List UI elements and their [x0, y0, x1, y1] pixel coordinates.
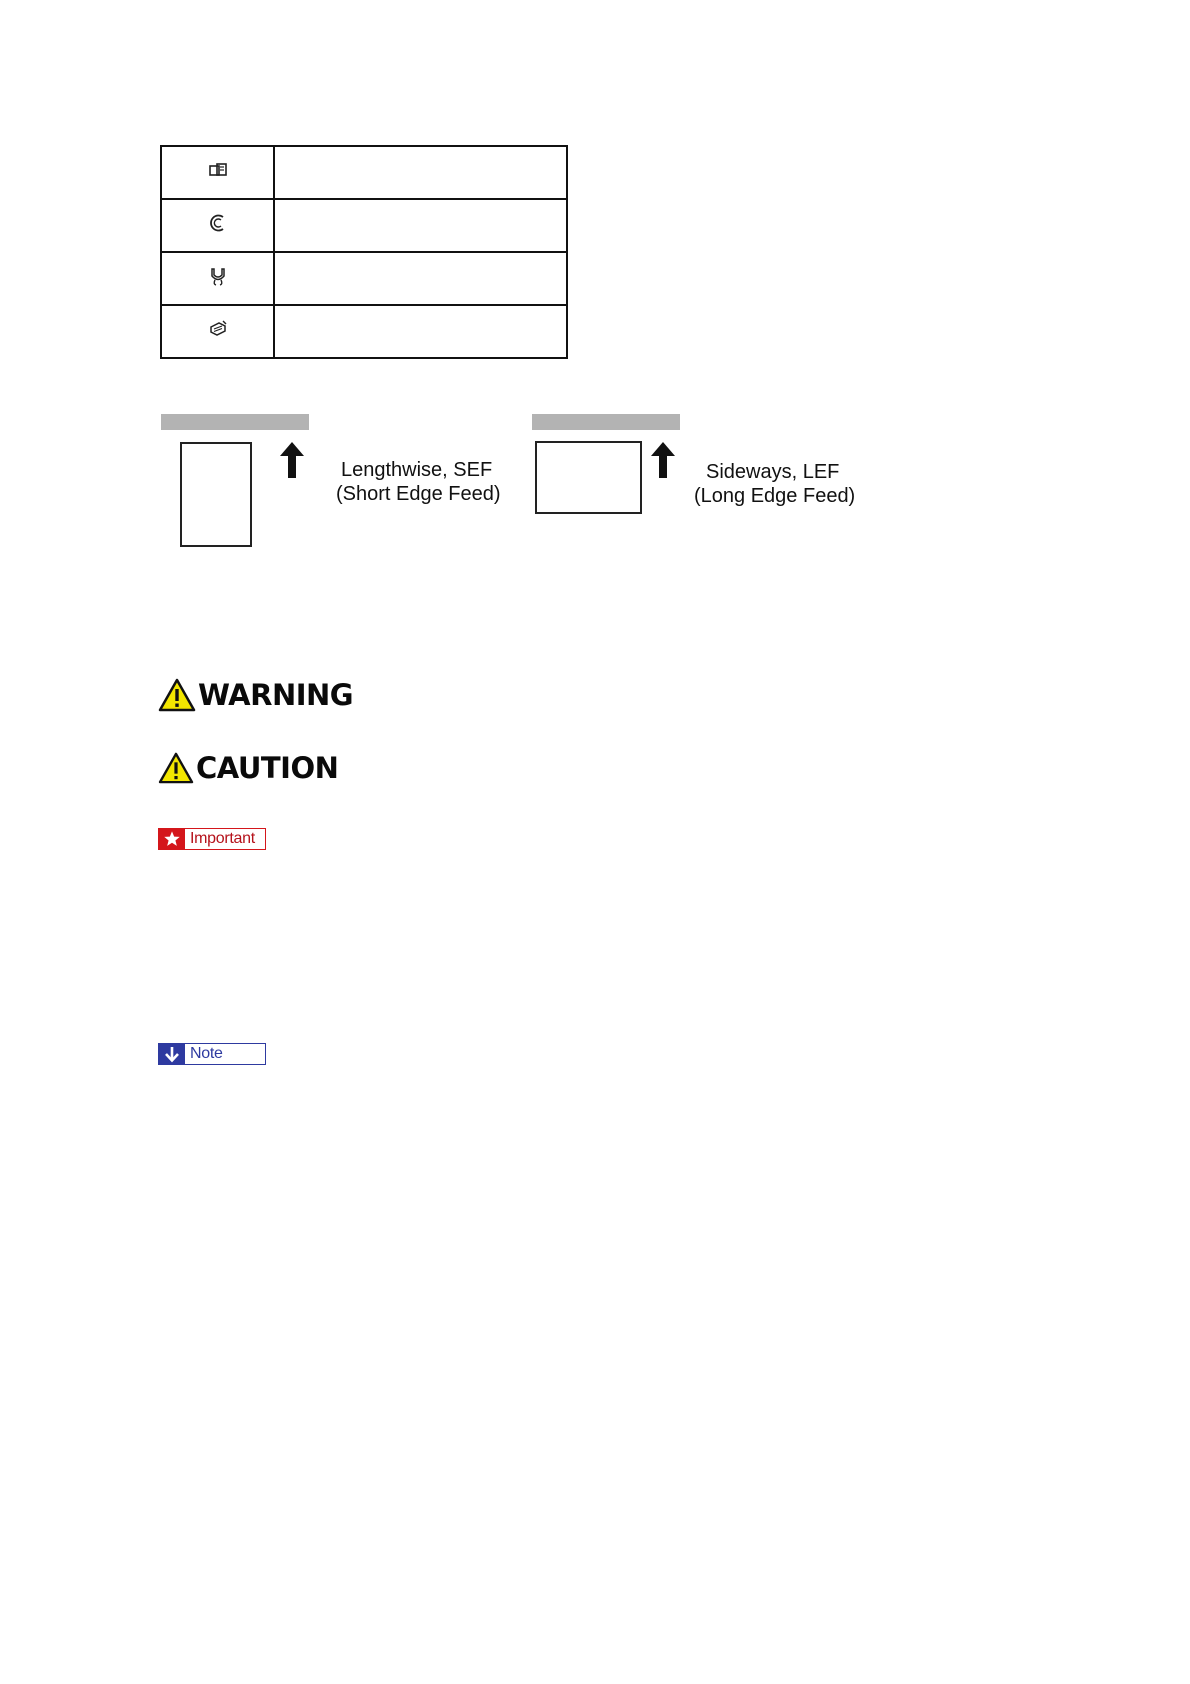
sef-sublabel: (Short Edge Feed)	[336, 483, 501, 505]
note-badge	[158, 1043, 266, 1065]
symbol-description	[274, 199, 567, 252]
paper-portrait	[180, 442, 252, 547]
symbol-cell	[161, 252, 274, 305]
feed-direction-arrow-icon	[280, 442, 304, 478]
symbol-cell	[161, 305, 274, 358]
lef-label: Sideways, LEF	[706, 461, 840, 483]
note-label: Note	[190, 1045, 223, 1062]
symbol-cell	[161, 146, 274, 199]
feed-path-bar	[532, 414, 680, 430]
table-row	[161, 199, 567, 252]
paper-edge-icon	[207, 159, 229, 181]
symbol-cell	[161, 199, 274, 252]
symbol-description	[274, 305, 567, 358]
warning-triangle-icon	[158, 678, 196, 712]
symbol-description	[274, 252, 567, 305]
caution-label: CAUTION	[196, 751, 339, 785]
symbol-description	[274, 146, 567, 199]
lef-sublabel: (Long Edge Feed)	[694, 485, 856, 507]
feed-direction-arrow-icon	[651, 442, 675, 478]
symbol-table	[160, 145, 568, 359]
c-clip-icon	[207, 212, 229, 234]
warning-triangle-icon	[158, 752, 194, 784]
bracket-icon	[207, 265, 229, 287]
important-badge	[158, 828, 266, 850]
warning-label: WARNING	[198, 678, 354, 712]
table-row	[161, 146, 567, 199]
sef-label: Lengthwise, SEF	[341, 459, 493, 481]
important-label: Important	[190, 830, 255, 847]
screw-icon	[207, 318, 229, 340]
paper-landscape	[535, 441, 642, 514]
warning-heading	[158, 678, 353, 712]
caution-heading	[158, 751, 338, 785]
arrow-down-icon	[159, 1044, 185, 1064]
star-icon	[159, 829, 185, 849]
feed-path-bar	[161, 414, 309, 430]
table-row	[161, 252, 567, 305]
table-row	[161, 305, 567, 358]
